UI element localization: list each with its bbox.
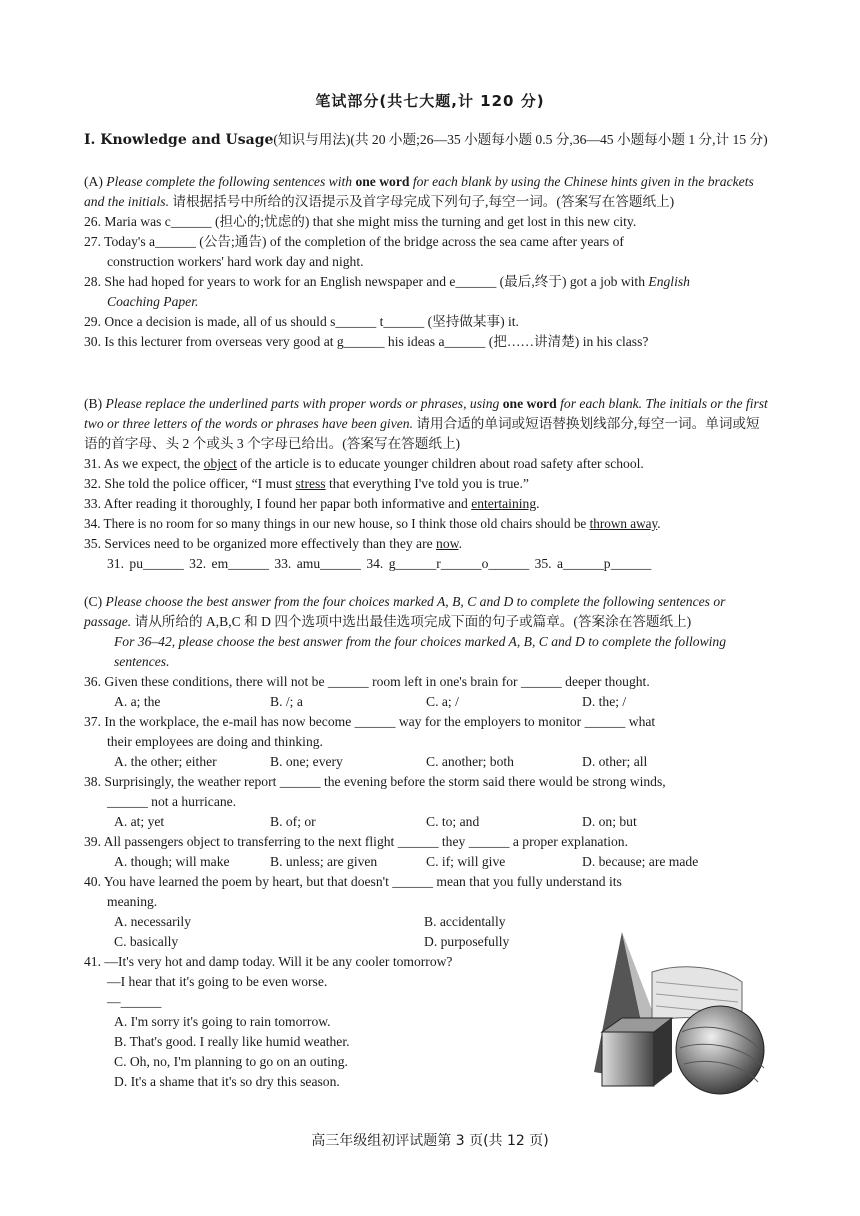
part-a-instr-bold: one word bbox=[355, 174, 410, 189]
question-41-line3: —______ bbox=[107, 994, 162, 1009]
question-28 bbox=[84, 272, 768, 292]
option-d: D. the; / bbox=[582, 694, 627, 709]
option-b: B. of; or bbox=[270, 814, 316, 829]
section-heading-en: I. Knowledge and Usage bbox=[84, 132, 274, 148]
section-heading bbox=[84, 130, 768, 150]
question-38-options bbox=[84, 812, 768, 832]
q35-underlined: now bbox=[436, 536, 459, 551]
question-37-options bbox=[84, 752, 768, 772]
part-b-instructions bbox=[84, 394, 768, 454]
option-c: C. to; and bbox=[426, 814, 480, 829]
question-30: 30. Is this lecturer from overseas very good at g______ his ideas a______ (把……讲清楚) in his class? bbox=[84, 334, 649, 349]
question-38: 38. Surprisingly, the weather report ______ the evening before the storm said there would be strong winds, bbox=[84, 774, 666, 789]
question-31 bbox=[84, 454, 768, 474]
part-b-instr-2: for each blank. The initials or the first two or three letters of the words or phrases have been given. bbox=[84, 396, 768, 431]
part-a-instructions bbox=[84, 172, 768, 212]
q34-after: . bbox=[657, 516, 661, 531]
q32-underlined: stress bbox=[295, 476, 326, 491]
part-c-label: (C) bbox=[84, 594, 106, 609]
part-a-label: (A) bbox=[84, 174, 107, 189]
part-b-label: (B) bbox=[84, 396, 106, 411]
question-27-cont: construction workers' hard work day and night. bbox=[107, 254, 364, 269]
option-b: B. unless; are given bbox=[270, 854, 378, 869]
option-c: C. Oh, no, I'm planning to go on an outing. bbox=[114, 1054, 348, 1069]
option-d: D. because; are made bbox=[582, 854, 699, 869]
part-a-instr-1: Please complete the following sentences with bbox=[106, 174, 356, 189]
option-a: A. though; will make bbox=[114, 854, 230, 869]
question-35 bbox=[84, 534, 768, 554]
option-a: A. a; the bbox=[114, 694, 161, 709]
option-d: D. other; all bbox=[582, 754, 648, 769]
option-c: C. if; will give bbox=[426, 854, 506, 869]
page-title: 笔试部分(共七大题,计 120 分) bbox=[315, 92, 545, 110]
part-b-instr-1: Please replace the underlined parts with proper words or phrases, using bbox=[105, 396, 503, 411]
q33-underlined: entertaining bbox=[471, 496, 537, 511]
part-b-instr-bold: one word bbox=[502, 396, 557, 411]
q34-underlined: thrown away bbox=[589, 516, 658, 531]
part-a bbox=[84, 172, 768, 352]
question-27: 27. Today's a______ (公告;通告) of the completion of the bridge across the sea came after years of bbox=[84, 234, 624, 249]
part-c-instr-cn: 请从所给的 A,B,C 和 D 四个选项中选出最佳选项完成下面的句子或篇章。(答案涂在答题纸上) bbox=[131, 614, 692, 629]
option-a: A. the other; either bbox=[114, 754, 217, 769]
question-33 bbox=[84, 494, 768, 514]
q35-after: . bbox=[458, 536, 462, 551]
question-28-italic: English bbox=[648, 274, 690, 289]
question-40-cont: meaning. bbox=[107, 894, 158, 909]
part-c-sub-instructions: For 36–42, please choose the best answer from the four choices marked A, B, C and D to complete the following sentences. bbox=[114, 634, 727, 669]
q31-before: 31. As we expect, the bbox=[84, 456, 204, 471]
option-a: A. I'm sorry it's going to rain tomorrow. bbox=[114, 1014, 331, 1029]
q35-before: 35. Services need to be organized more effectively than they are bbox=[84, 536, 437, 551]
question-37: 37. In the workplace, the e-mail has now become ______ way for the employers to monitor ______ what bbox=[84, 714, 656, 729]
part-a-instr-2: for each blank by using the Chinese hints given in the brackets and the initials. bbox=[84, 174, 754, 209]
question-29: 29. Once a decision is made, all of us should s______ t______ (坚持做某事) it. bbox=[84, 314, 519, 329]
question-41-line2: —I hear that it's going to be even worse. bbox=[107, 974, 328, 989]
cube-shape bbox=[602, 1032, 654, 1086]
still-life-illustration bbox=[592, 922, 768, 1100]
question-41: 41. —It's very hot and damp today. Will it be any cooler tomorrow? bbox=[84, 954, 453, 969]
section-heading-cn: (知识与用法)(共 20 小题;26—35 小题每小题 0.5 分,36—45 小题每小题 1 分,计 15 分) bbox=[273, 132, 768, 147]
option-b: B. That's good. I really like humid weather. bbox=[114, 1034, 350, 1049]
q31-underlined: object bbox=[203, 456, 237, 471]
q32-after: that everything I've told you is true.” bbox=[325, 476, 529, 491]
option-d: D. purposefully bbox=[424, 934, 510, 949]
option-b: B. /; a bbox=[270, 694, 303, 709]
question-40: 40. You have learned the poem by heart, but that doesn't ______ mean that you fully understand its bbox=[84, 874, 622, 889]
page-footer: 高三年级组初评试题第 3 页(共 12 页) bbox=[311, 1133, 549, 1149]
option-b: B. one; every bbox=[270, 754, 343, 769]
question-32 bbox=[84, 474, 768, 494]
option-c: C. a; / bbox=[426, 694, 459, 709]
q33-after: . bbox=[536, 496, 540, 511]
part-b bbox=[84, 394, 768, 574]
question-36-options bbox=[84, 692, 768, 712]
option-a: A. necessarily bbox=[114, 914, 192, 929]
option-b: B. accidentally bbox=[424, 914, 506, 929]
question-26: 26. Maria was c______ (担心的;忧虑的) that she might miss the turning and get lost in this new city. bbox=[84, 214, 637, 229]
question-37-cont: their employees are doing and thinking. bbox=[107, 734, 323, 749]
part-c-instructions bbox=[84, 592, 768, 632]
q34-before: 34. There is no room for so many things in our new house, so I think those old chairs should be bbox=[84, 516, 590, 531]
part-c-instr-1: Please choose the best answer from the four choices marked A, B, C and D to complete the following sentences or passage. bbox=[84, 594, 726, 629]
question-38-cont: ______ not a hurricane. bbox=[107, 794, 237, 809]
question-36: 36. Given these conditions, there will not be ______ room left in one's brain for ______ deeper thought. bbox=[84, 674, 650, 689]
sphere-shape bbox=[676, 1006, 764, 1094]
answer-blanks-row: 31. pu______ 32. em______ 33. amu______ 34. g______r______o______ 35. a______p______ bbox=[107, 556, 652, 571]
option-c: C. another; both bbox=[426, 754, 514, 769]
part-b-instr-cn: 请用合适的单词或短语替换划线部分,每空一词。单词或短语的首字母、头 2 个或头 3 个字母已给出。(答案写在答题纸上) bbox=[84, 416, 760, 451]
question-39: 39. All passengers object to transferring to the next flight ______ they ______ a proper explanation. bbox=[84, 834, 629, 849]
q32-before: 32. She told the police officer, “I must bbox=[84, 476, 296, 491]
q31-after: of the article is to educate younger children about road safety after school. bbox=[236, 456, 644, 471]
option-c: C. basically bbox=[114, 934, 179, 949]
option-d: D. on; but bbox=[582, 814, 637, 829]
question-28-cont: Coaching Paper. bbox=[107, 294, 199, 309]
question-34 bbox=[84, 514, 768, 534]
question-39-options bbox=[84, 852, 768, 872]
question-28-text: 28. She had hoped for years to work for an English newspaper and e______ (最后,终于) got a job with bbox=[84, 274, 649, 289]
q33-before: 33. After reading it thoroughly, I found her papar both informative and bbox=[84, 496, 472, 511]
part-a-instr-cn: 请根据括号中所给的汉语提示及首字母完成下列句子,每空一词。(答案写在答题纸上) bbox=[168, 194, 675, 209]
option-a: A. at; yet bbox=[114, 814, 165, 829]
option-d: D. It's a shame that it's so dry this season. bbox=[114, 1074, 340, 1089]
